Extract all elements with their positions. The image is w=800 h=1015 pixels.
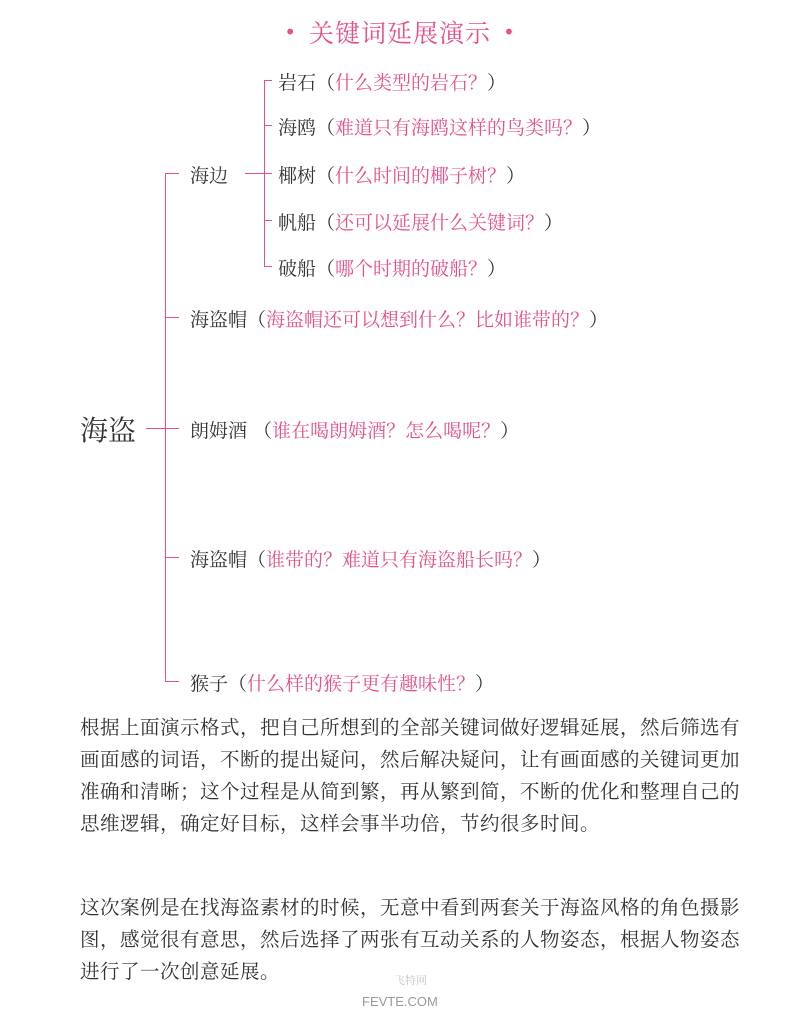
paren-open: （ — [228, 673, 248, 695]
node-label: 帆船 — [278, 212, 317, 234]
paren-open: （ — [316, 212, 336, 234]
watermark-cn: 飞特网 — [394, 975, 427, 987]
page-title — [0, 14, 800, 50]
sub-branch-fanchuan — [264, 220, 272, 221]
branch-langmujiu — [165, 428, 179, 429]
paren-close: ） — [487, 72, 507, 94]
sub-branch-yeshu — [264, 173, 272, 174]
paren-close: ） — [475, 673, 495, 695]
sub-branch-pochuan — [264, 266, 272, 267]
paren-close: ） — [544, 212, 564, 234]
node-yanshi — [278, 68, 506, 95]
paren-close: ） — [582, 117, 602, 139]
title-text: 关键词延展演示 — [308, 19, 491, 48]
watermark-en: FEVTE.COM — [362, 994, 438, 1009]
node-langmujiu — [190, 416, 519, 443]
main-vertical-line — [165, 173, 166, 681]
node-label: 海鸥 — [278, 117, 317, 139]
haibian-connector — [245, 173, 264, 174]
node-pochuan — [278, 254, 506, 281]
branch-haidaomao-2 — [165, 557, 179, 558]
node-label: 海边 — [190, 165, 229, 187]
node-label: 海盗帽 — [190, 549, 248, 571]
root-node — [80, 409, 136, 449]
node-haidaomao-1 — [190, 305, 608, 332]
sub-branch-yanshi — [264, 80, 272, 81]
node-haibian — [190, 161, 228, 188]
paren-open: （ — [253, 420, 273, 442]
node-question: 海盗帽还可以想到什么？比如谁带的？ — [266, 309, 590, 331]
paren-open: （ — [316, 258, 336, 280]
branch-houzi — [165, 681, 179, 682]
node-question: 还可以延展什么关键词？ — [335, 212, 545, 234]
node-label: 猴子 — [190, 673, 229, 695]
paren-open: （ — [247, 309, 267, 331]
node-label: 海盗帽 — [190, 309, 248, 331]
title-dot-left: • — [284, 20, 297, 44]
node-yeshu — [278, 161, 525, 188]
sub-branch-haiou — [264, 125, 272, 126]
node-label: 朗姆酒 — [190, 420, 254, 442]
paragraph-case: 这次案例是在找海盗素材的时候，无意中看到两套关于海盗风格的角色摄影图，感觉很有意思，然后选择了两张有互动关系的人物姿态，根据人物姿态进行了一次创意延展。 — [80, 896, 741, 983]
node-haiou — [278, 113, 601, 140]
paren-open: （ — [316, 165, 336, 187]
paren-open: （ — [247, 549, 267, 571]
node-question: 谁在喝朗姆酒？怎么喝呢？ — [272, 420, 501, 442]
node-question: 什么时间的椰子树？ — [335, 165, 507, 187]
node-label: 岩石 — [278, 72, 317, 94]
paren-close: ） — [506, 165, 526, 187]
node-haidaomao-2 — [190, 545, 551, 572]
branch-haibian — [165, 173, 179, 174]
node-label: 椰树 — [278, 165, 317, 187]
node-question: 谁带的？难道只有海盗船长吗？ — [266, 549, 533, 571]
paragraph-method: 根据上面演示格式，把自己所想到的全部关键词做好逻辑延展，然后筛选有画面感的词语，不断的提出疑问，然后解决疑问，让有画面感的关键词更加准确和清晰；这个过程是从简到繁，再从繁到简，不断的优化和整理自己的思维逻辑，确定好目标，这样会事半功倍，节约很多时间。 — [80, 716, 741, 835]
root-label: 海盗 — [80, 414, 137, 447]
node-question: 什么类型的岩石？ — [335, 72, 488, 94]
paren-close: ） — [532, 549, 552, 571]
paren-close: ） — [487, 258, 507, 280]
paren-close: ） — [589, 309, 609, 331]
paren-close: ） — [500, 420, 520, 442]
paren-open: （ — [316, 72, 336, 94]
root-connector — [146, 428, 166, 429]
node-label: 破船 — [278, 258, 317, 280]
node-houzi — [190, 669, 494, 696]
title-dot-right: • — [503, 20, 516, 44]
node-question: 哪个时期的破船？ — [335, 258, 488, 280]
node-fanchuan — [278, 208, 563, 235]
node-question: 难道只有海鸥这样的鸟类吗？ — [335, 117, 583, 139]
node-question: 什么样的猴子更有趣味性？ — [247, 673, 476, 695]
branch-haidaomao-1 — [165, 317, 179, 318]
paren-open: （ — [316, 117, 336, 139]
